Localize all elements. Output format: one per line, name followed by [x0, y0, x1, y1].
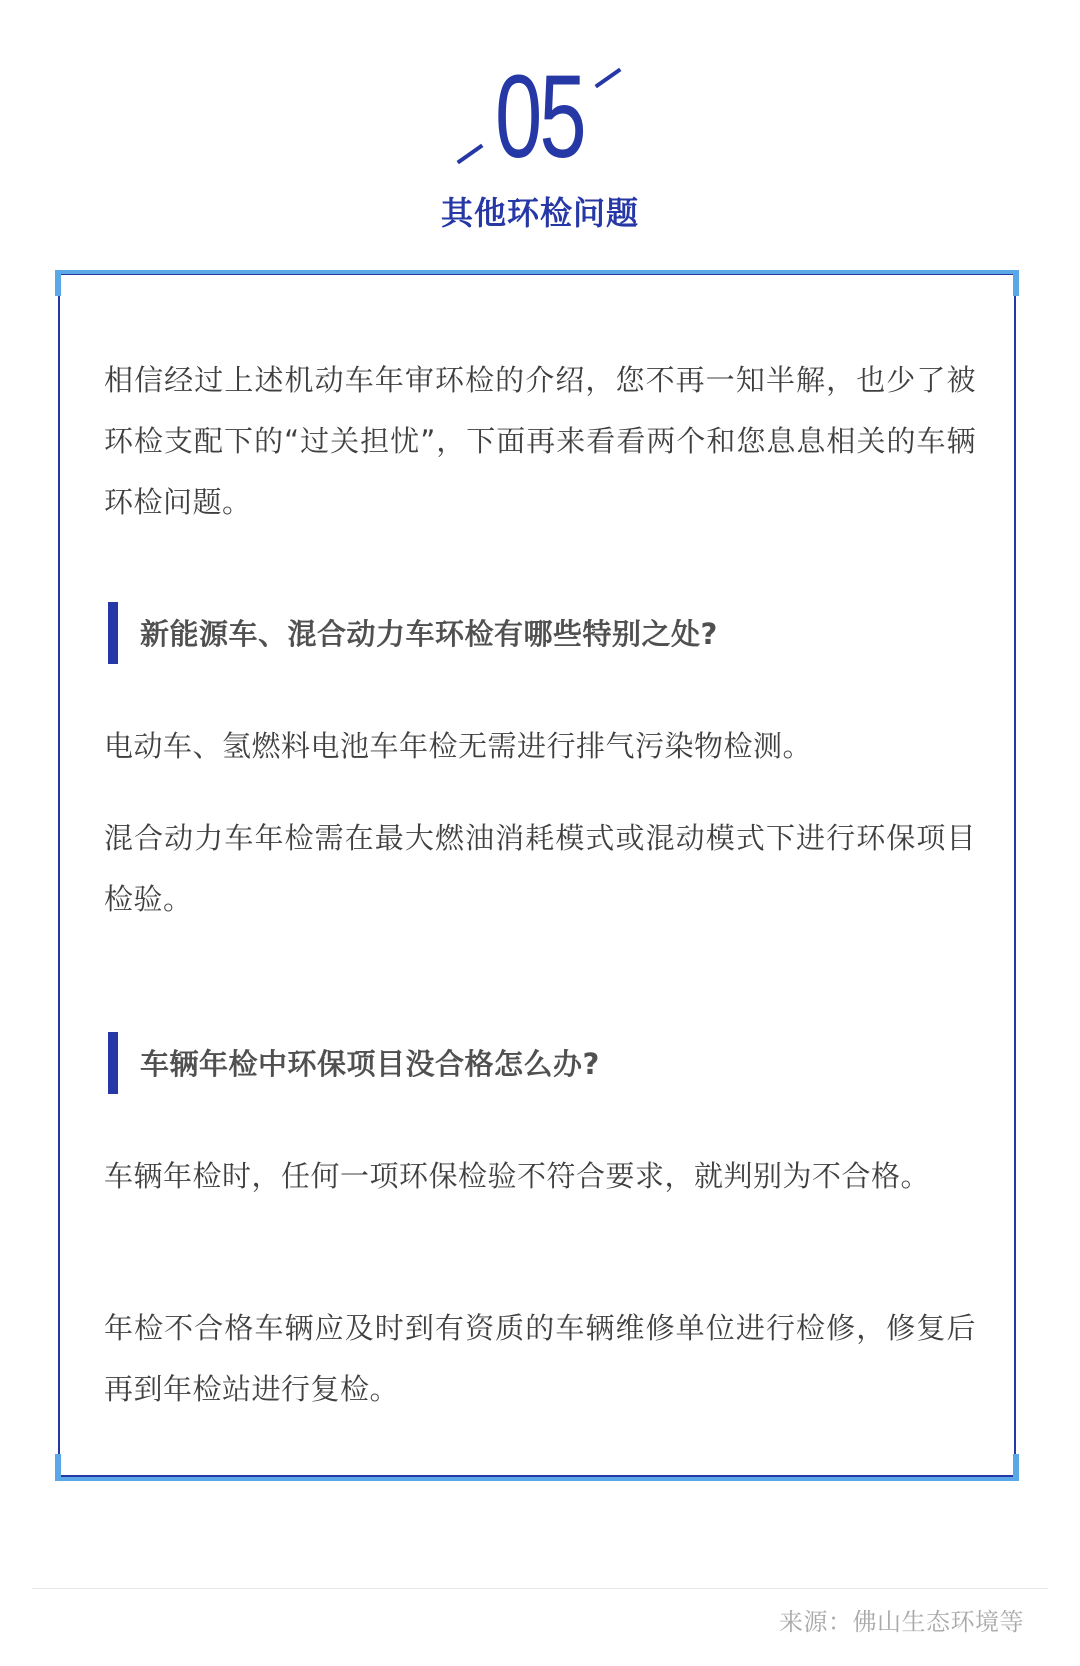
card-top-edge [55, 270, 1019, 274]
question-heading-1 [108, 602, 968, 664]
card-bottom-edge [55, 1477, 1019, 1481]
heading-accent-bar [108, 602, 118, 664]
question-text-1: 新能源车、混合动力车环检有哪些特别之处? [140, 617, 718, 651]
card-corner-bottom-right [1013, 1454, 1019, 1480]
answer-paragraph-1-1: 电动车、氢燃料电池车年检无需进行排气污染物检测。 [104, 729, 813, 763]
section-number [455, 51, 625, 183]
section-title: 其他环检问题 [440, 194, 639, 232]
question-text-2: 车辆年检中环保项目没合格怎么办? [140, 1047, 600, 1081]
answer-paragraph-2-1: 车辆年检时，任何一项环保检验不符合要求，就判别为不合格。 [104, 1159, 931, 1193]
card-corner-top-right [1013, 270, 1019, 296]
intro-paragraph: 相信经过上述机动车年审环检的介绍，您不再一知半解，也少了被环检支配下的“过关担忧”，下面再来看看两个和您息息相关的车辆环检问题。 [104, 363, 976, 519]
card-corner-bottom-left [55, 1454, 61, 1480]
question-heading-2 [108, 1032, 968, 1094]
heading-accent-bar [108, 1032, 118, 1094]
answer-paragraph-1-2: 混合动力车年检需在最大燃油消耗模式或混动模式下进行环保项目检验。 [104, 821, 976, 916]
decorative-slash-right [595, 68, 622, 88]
card-corner-top-left [55, 270, 61, 296]
source-credit: 来源：佛山生态环境等 [779, 1608, 1024, 1636]
section-number-text: 05 [495, 51, 584, 183]
decorative-slash-left [457, 144, 484, 164]
footer-divider [32, 1588, 1048, 1589]
answer-paragraph-2-2: 年检不合格车辆应及时到有资质的车辆维修单位进行检修，修复后再到年检站进行复检。 [104, 1311, 976, 1406]
